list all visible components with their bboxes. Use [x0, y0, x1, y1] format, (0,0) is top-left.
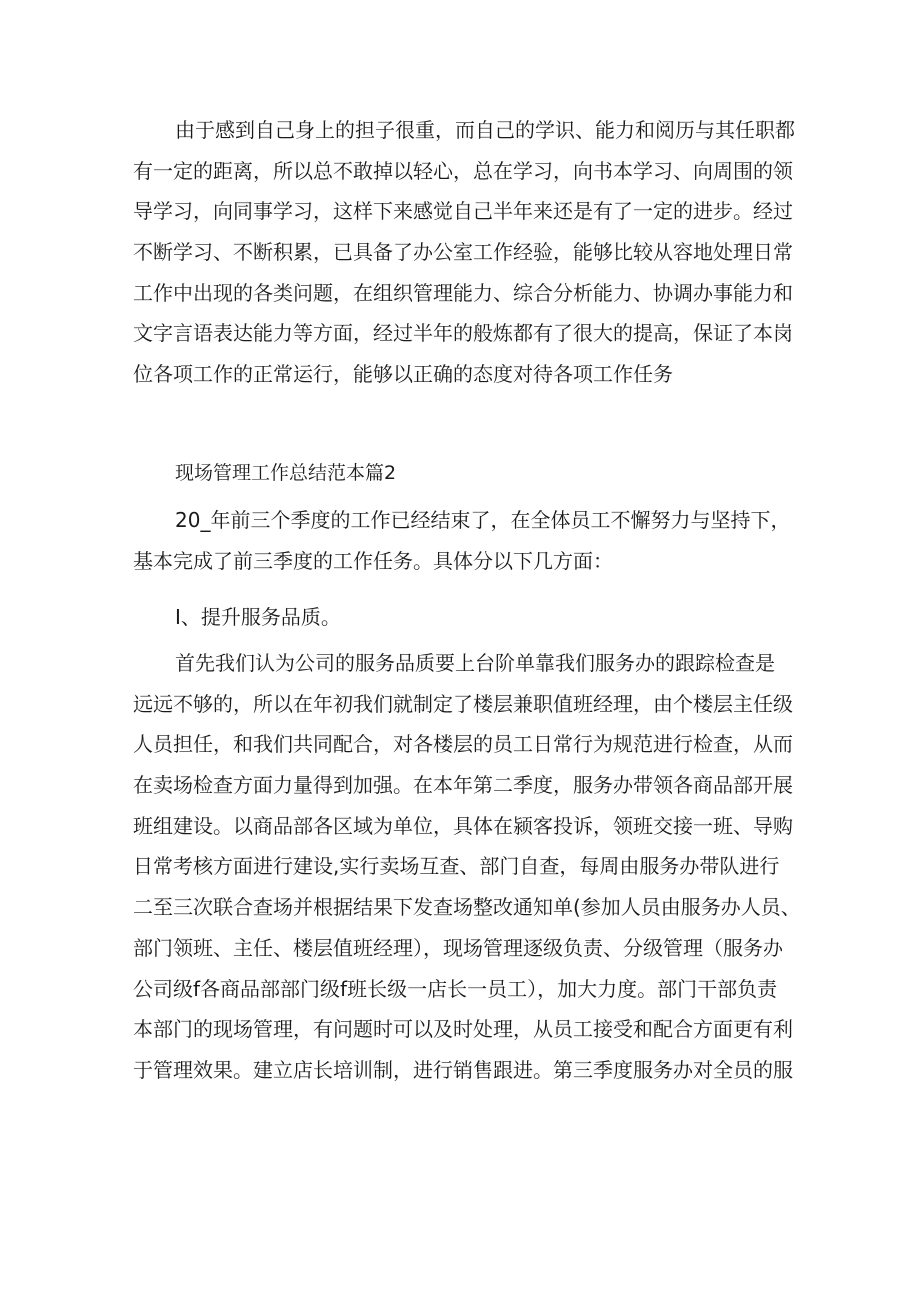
paragraph-2-line: 基本完成了前三季度的工作任务。具体分以下几方面：	[133, 548, 613, 573]
paragraph-3-line: 二至三次联合查场并根据结果下发查场整改通知单(参加人员由服务办人员、	[133, 895, 801, 920]
paragraph-1-line: 文字言语表达能力等方面，经过半年的般炼都有了很大的提高，保证了本岗	[133, 321, 793, 346]
paragraph-3-line: 在卖场检查方面力量得到加强。在本年第二季度，服务办带领各商品部开展	[133, 773, 793, 798]
paragraph-3-line: 日常考核方面进行建设,实行卖场互查、部门自查，每周由服务办带队进行	[133, 854, 780, 879]
paragraph-3-line: 班组建设。以商品部各区域为单位，具体在颍客投诉，领班交接一班、导购	[133, 813, 793, 838]
paragraph-3-line: 公司级f各商品部部门级f班长级一店长一员工），加大力度。部门干部负责	[133, 976, 778, 1001]
paragraph-3-line: 首先我们认为公司的服务品质要上台阶单靠我们服务办的跟踪检查是	[175, 651, 775, 675]
paragraph-1-line: 有一定的距离，所以总不敢掉以轻心，总在学习，向书本学习、向周围的领	[133, 158, 793, 183]
paragraph-3-line: 本部门的现场管理，有问题时可以及时处理，从员工接受和配合方面更有利	[133, 1017, 793, 1042]
paragraph-3-line: 于管理效果。建立店长培训制，进行销售跟进。第三季度服务办对全员的服	[133, 1057, 793, 1082]
paragraph-3-line: 远远不够的，所以在年初我们就制定了楼层兼职值班经理，由个楼层主任级	[133, 691, 793, 716]
paragraph-3-line: 人员担任，和我们共同配合，对各楼层的员工日常行为规范进行检查，从而	[133, 732, 793, 757]
section-heading: 现场管理工作总结范本篇2	[175, 462, 397, 484]
paragraph-1-line: 不断学习、不断积累，已具备了办公室工作经验，能够比较从容地处理日常	[133, 240, 793, 265]
list-item-heading: I、提升服务品质。	[175, 605, 341, 629]
paragraph-3-line: 部门领班、主任、楼层值班经理），现场管理逐级负责、分级管理（服务办	[133, 935, 783, 960]
paragraph-1-line: 位各项工作的正常运行，能够以正确的态度对待各项工作任务	[133, 362, 673, 387]
paragraph-2	[133, 500, 798, 581]
paragraph-1	[133, 110, 798, 395]
paragraph-1-line: 由于感到自己身上的担子很重，而自己的学识、能力和阅历与其任职都	[175, 118, 795, 142]
paragraph-1-line: 工作中出现的各类问题，在组织管理能力、综合分析能力、协调办事能力和	[133, 280, 793, 305]
paragraph-1-line: 导学习，向同事学习，这样下来感觉自己半年来还是有了一定的进步。经过	[133, 199, 793, 224]
paragraph-3	[133, 643, 801, 1091]
paragraph-2-line: 20_年前三个季度的工作已经结束了，在全体员工不懈努力与坚持下，	[175, 508, 791, 532]
